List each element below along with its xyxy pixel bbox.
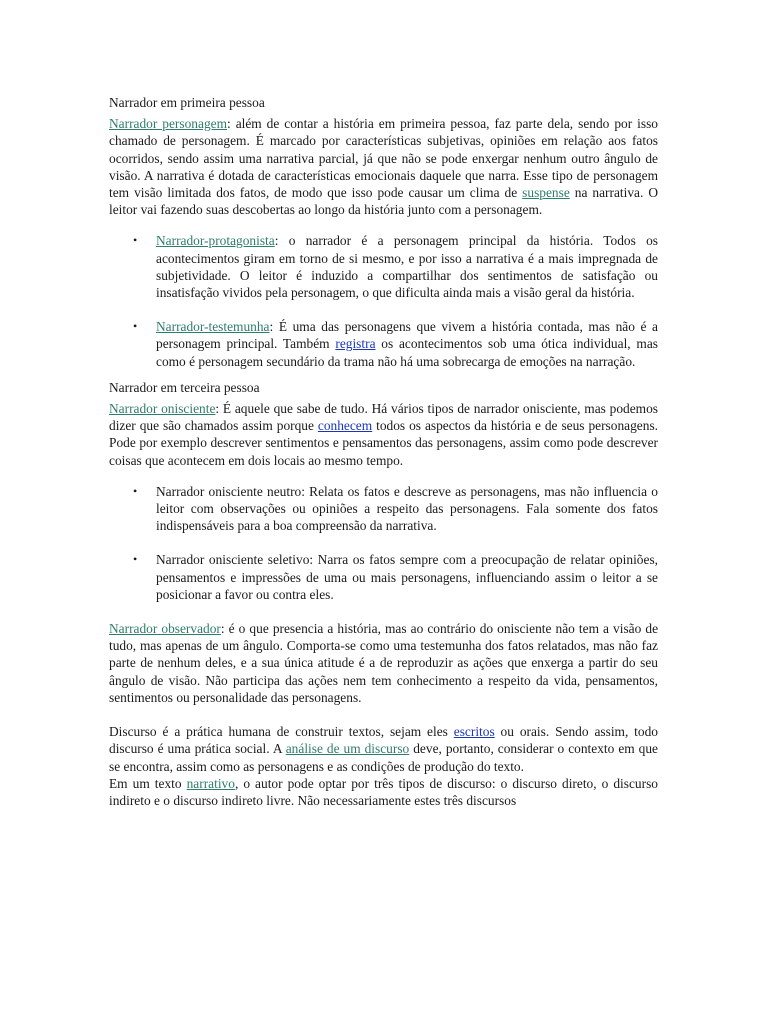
paragraph-narrador-onisciente — [109, 400, 658, 469]
link-escritos[interactable]: escritos — [453, 724, 495, 740]
paragraph-text: , o autor pode optar por três tipos de discurso: o discurso direto, o discurso indireto e o discurso indireto livre. Não necessariamente estes três discursos — [109, 775, 658, 808]
paragraph-narrador-observador — [109, 620, 658, 706]
paragraph-text: ou orais. Sendo assim, todo discurso é uma prática social. A — [109, 724, 658, 757]
paragraph-narrador-personagem — [109, 115, 658, 218]
link-narrador-protagonista[interactable]: Narrador-protagonista — [156, 233, 275, 249]
section-heading-first-person: Narrador em primeira pessoa — [109, 95, 265, 110]
section-heading-third-person: Narrador em terceira pessoa — [109, 379, 260, 395]
list-item-protagonista — [109, 232, 658, 301]
link-narrador-personagem[interactable]: Narrador personagem — [109, 116, 227, 132]
bullet-icon: • — [133, 552, 138, 567]
list-item-text: : É uma das personagens que vivem a história contada, mas não é a personagem principal. Também — [156, 319, 658, 352]
link-narrador-observador[interactable]: Narrador observador — [109, 621, 221, 637]
link-suspense[interactable]: suspense — [522, 185, 570, 201]
bullet-list-third-person — [109, 483, 658, 603]
link-narrativo[interactable]: narrativo — [186, 775, 235, 791]
bullet-icon: • — [133, 319, 138, 334]
list-item-onisciente-neutro — [109, 483, 658, 535]
link-narrador-testemunha[interactable]: Narrador-testemunha — [156, 319, 270, 335]
paragraph-discurso — [109, 723, 658, 775]
list-item-text: Narrador onisciente neutro: Relata os fatos e descreve as personagens, mas não influencia o leitor com observações ou opiniões a respeito das personagens. Fala somente dos fatos indispensáveis para a boa compreensão da narrativa. — [156, 483, 658, 534]
paragraph-text: Em um texto — [109, 775, 187, 791]
bullet-icon: • — [133, 483, 138, 498]
paragraph-text: Discurso é a prática humana de construir textos, sejam eles — [109, 724, 454, 740]
paragraph-text: na narrativa. O leitor vai fazendo suas descobertas ao longo da história junto com a personagem. — [109, 185, 659, 218]
paragraph-text: : É aquele que sabe de tudo. Há vários tipos de narrador onisciente, mas podemos dizer que são chamados assim porque — [109, 401, 658, 434]
link-conhecem[interactable]: conhecem — [317, 418, 373, 434]
list-item-text: Narrador onisciente seletivo: Narra os fatos sempre com a preocupação de relatar opiniões, pensamentos e impressões de uma ou mais personagens, influenciando assim o leitor a se posicionar a favor ou contra eles. — [156, 552, 658, 602]
link-narrador-onisciente[interactable]: Narrador onisciente — [109, 401, 216, 417]
paragraph-text: deve, portanto, considerar o contexto em que se encontra, assim como as personagens e as condições de produção do texto. — [109, 741, 658, 774]
paragraph-text: : além de contar a história em primeira pessoa, faz parte dela, sendo por isso chamado de personagem. É marcado por características subjetivas, opiniões em relação aos fatos ocorridos, sendo assim uma narrativa parcial, já que não se pode enxergar nenhum outro ângulo de visão. A narrativa é dotada de características emocionais daquele que narra. Esse tipo de personagem tem visão limitada dos fatos, de modo que isso pode causar um clima de — [109, 116, 658, 201]
bullet-icon: • — [133, 233, 138, 248]
list-spacer — [109, 301, 658, 318]
document-body — [109, 94, 658, 809]
paragraph-text: todos os aspectos da história e de seus personagens. Pode por exemplo descrever sentimentos e pensamentos das personagens, assim como pode descrever coisas que acontecem em dois locais ao mesmo tempo. — [109, 418, 658, 468]
bullet-list-first-person — [109, 232, 658, 369]
list-item-text: os acontecimentos sob uma ótica individual, mas como é personagem secundário da trama não há uma sobrecarga de emoções na narração. — [156, 336, 658, 369]
list-item-text: : o narrador é a personagem principal da história. Todos os acontecimentos giram em torno de si mesmo, e por isso a narrativa é a mais impregnada de subjetividade. O leitor é induzido a compartilhar dos sentimentos de satisfação ou insatisfação vividos pela personagem, o que dificulta ainda mais a visão geral da história. — [156, 233, 658, 301]
link-registra[interactable]: registra — [335, 336, 376, 352]
paragraph-text: : é o que presencia a história, mas ao contrário do onisciente não tem a visão de tudo, mas apenas de um ângulo. Comporta-se como uma testemunha dos fatos relatados, mas não faz parte de nenhum deles, e a sua única atitude é a de reproduzir as ações que enxerga a partir do seu ângulo de visão. Não participa das ações nem tem conhecimento a respeito da vida, pensamentos, sentimentos ou personalidade das personagens. — [109, 621, 659, 705]
list-item-onisciente-seletivo — [109, 551, 658, 603]
list-spacer — [109, 534, 658, 551]
list-item-testemunha — [109, 318, 658, 370]
paragraph-texto-narrativo — [109, 775, 658, 809]
link-analise-de-um-discurso[interactable]: análise de um discurso — [285, 741, 410, 757]
